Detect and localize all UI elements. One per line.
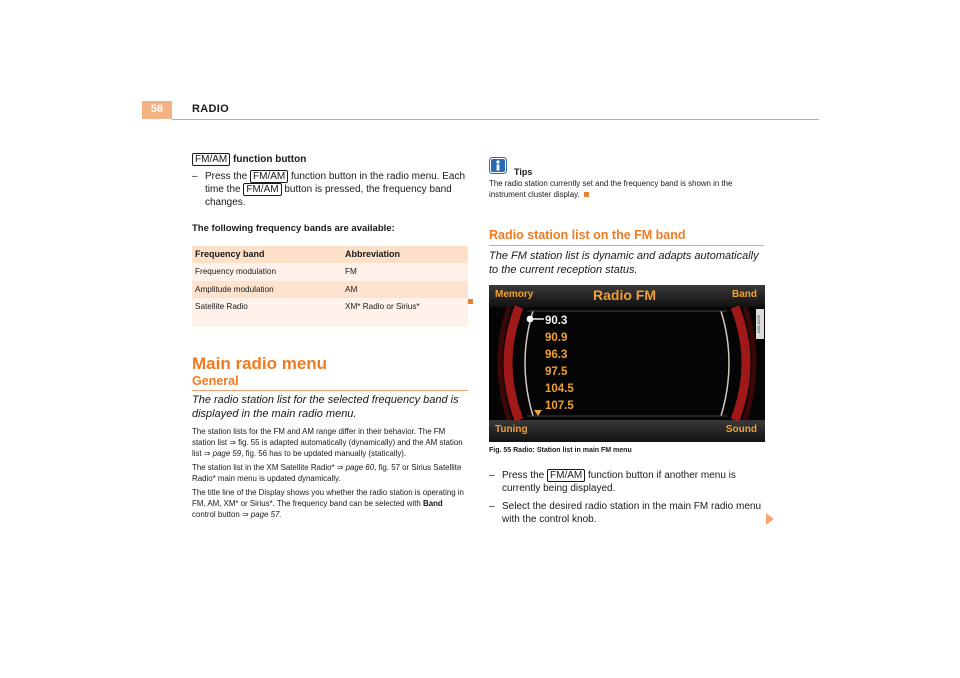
table-header: Abbreviation [342, 246, 468, 263]
table-row [192, 298, 468, 327]
step-text-b: function button if another menu is currently being displayed. [502, 470, 736, 494]
fm-section [489, 228, 764, 282]
band-softkey[interactable]: Band [732, 289, 757, 300]
station-item[interactable]: 96.3 [545, 349, 568, 361]
fm-am-key: FM/AM [250, 170, 288, 183]
tips-body: The radio station currently set and the frequency band is shown in the instrument cluster display. [489, 179, 733, 199]
header-divider [172, 119, 819, 120]
paragraph-text: , fig. 57 or Sirius Satellite Radio* main menu is updated dynamically. [192, 463, 462, 483]
step-select-station [489, 500, 764, 526]
chapter-title: RADIO [192, 103, 229, 115]
page-number: 58 [150, 103, 164, 115]
fm-am-key: FM/AM [243, 183, 281, 196]
tips-icon [489, 157, 507, 174]
station-item[interactable]: 90.9 [545, 332, 568, 344]
page-reference-link[interactable]: page 60 [345, 463, 375, 472]
table-cell: AM [342, 281, 468, 299]
step-text-a: Press the [502, 470, 545, 481]
table-cell: Satellite Radio [192, 298, 342, 327]
tuning-softkey[interactable]: Tuning [495, 424, 528, 435]
fm-intro: The FM station list is dynamic and adapts automatically to the current reception status. [489, 250, 759, 276]
function-button-heading-text: function button [233, 154, 307, 165]
table-cell: XM* Radio or Sirius* [342, 298, 468, 327]
display-title: Radio FM [593, 287, 656, 303]
station-item[interactable]: 97.5 [545, 366, 568, 378]
paragraph-station-lists [192, 426, 468, 459]
fm-am-key: FM/AM [192, 153, 230, 166]
table-header: Frequency band [192, 246, 342, 263]
radio-display-figure [489, 285, 765, 442]
paragraph-title-line [192, 487, 468, 520]
bullet-dash: – [489, 470, 495, 481]
section-title-fm: Radio station list on the FM band [489, 228, 764, 246]
fm-steps [489, 469, 764, 526]
section-title-general: General [192, 375, 468, 392]
station-item-selected[interactable]: 90.3 [545, 315, 568, 327]
step-text-b: function button in the radio menu. Each time the [205, 170, 466, 195]
table-row [192, 281, 468, 299]
table-cell: FM [342, 263, 468, 281]
general-intro: The radio station list for the selected frequency band is displayed in the main radio menu. [192, 394, 459, 420]
table-cell: Frequency modulation [192, 263, 342, 281]
sound-softkey[interactable]: Sound [725, 424, 757, 435]
main-title: Main radio menu [192, 354, 328, 373]
table-cell: Amplitude modulation [192, 281, 342, 299]
step-press-button [192, 170, 468, 209]
function-button-heading [192, 153, 468, 167]
step-text-c: button is pressed, the frequency band changes. [205, 183, 452, 208]
frequency-band-table [192, 246, 468, 327]
radio-display-screen [489, 285, 765, 442]
page-reference-link[interactable]: page 57. [250, 510, 282, 519]
selection-marker [526, 314, 544, 324]
table-row [192, 263, 468, 281]
bands-heading: The following frequency bands are available: [192, 222, 395, 234]
band-button-label: Band [423, 499, 443, 508]
step-text-a: Press the [205, 170, 248, 182]
paragraph-text: The title line of the Display shows you whether the radio station is operating in FM, AM, XM* or Sirius*. The frequency band can be selected with [192, 488, 464, 508]
next-page-arrow-icon[interactable] [766, 513, 774, 525]
scroll-down-icon [534, 410, 542, 416]
fm-am-key: FM/AM [547, 469, 585, 482]
paragraph-satellite [192, 462, 468, 484]
bullet-dash: – [489, 501, 495, 512]
paragraph-text: The station lists for the FM and AM range differ in their behavior. The FM station list ⇒ fig. 55 is adapted automatically (dynamically) and the AM station list ⇒ [192, 427, 463, 458]
figure-code: A6X-0296 [756, 309, 764, 339]
section-end-mark [468, 299, 473, 304]
table-header-row [192, 246, 468, 263]
paragraph-text: control button ⇒ [192, 510, 249, 519]
paragraph-text: The station list in the XM Satellite Radio* ⇒ [192, 463, 344, 472]
bullet-dash: – [192, 170, 198, 182]
paragraph-text: , fig. 56 has to be updated manually (statically). [241, 449, 407, 458]
page-reference-link[interactable]: page 59 [212, 449, 242, 458]
left-column [192, 153, 468, 523]
tips-label: Tips [514, 167, 533, 177]
station-item[interactable]: 104.5 [545, 383, 574, 395]
tips-text [489, 178, 764, 200]
section-end-mark [584, 192, 589, 197]
figure-caption: Fig. 55 Radio: Station list in main FM menu [489, 447, 632, 454]
step-press-button [489, 469, 764, 495]
step-text: Select the desired radio station in the main FM radio menu with the control knob. [502, 501, 762, 525]
station-item[interactable]: 107.5 [545, 400, 574, 412]
memory-softkey[interactable]: Memory [495, 289, 534, 300]
